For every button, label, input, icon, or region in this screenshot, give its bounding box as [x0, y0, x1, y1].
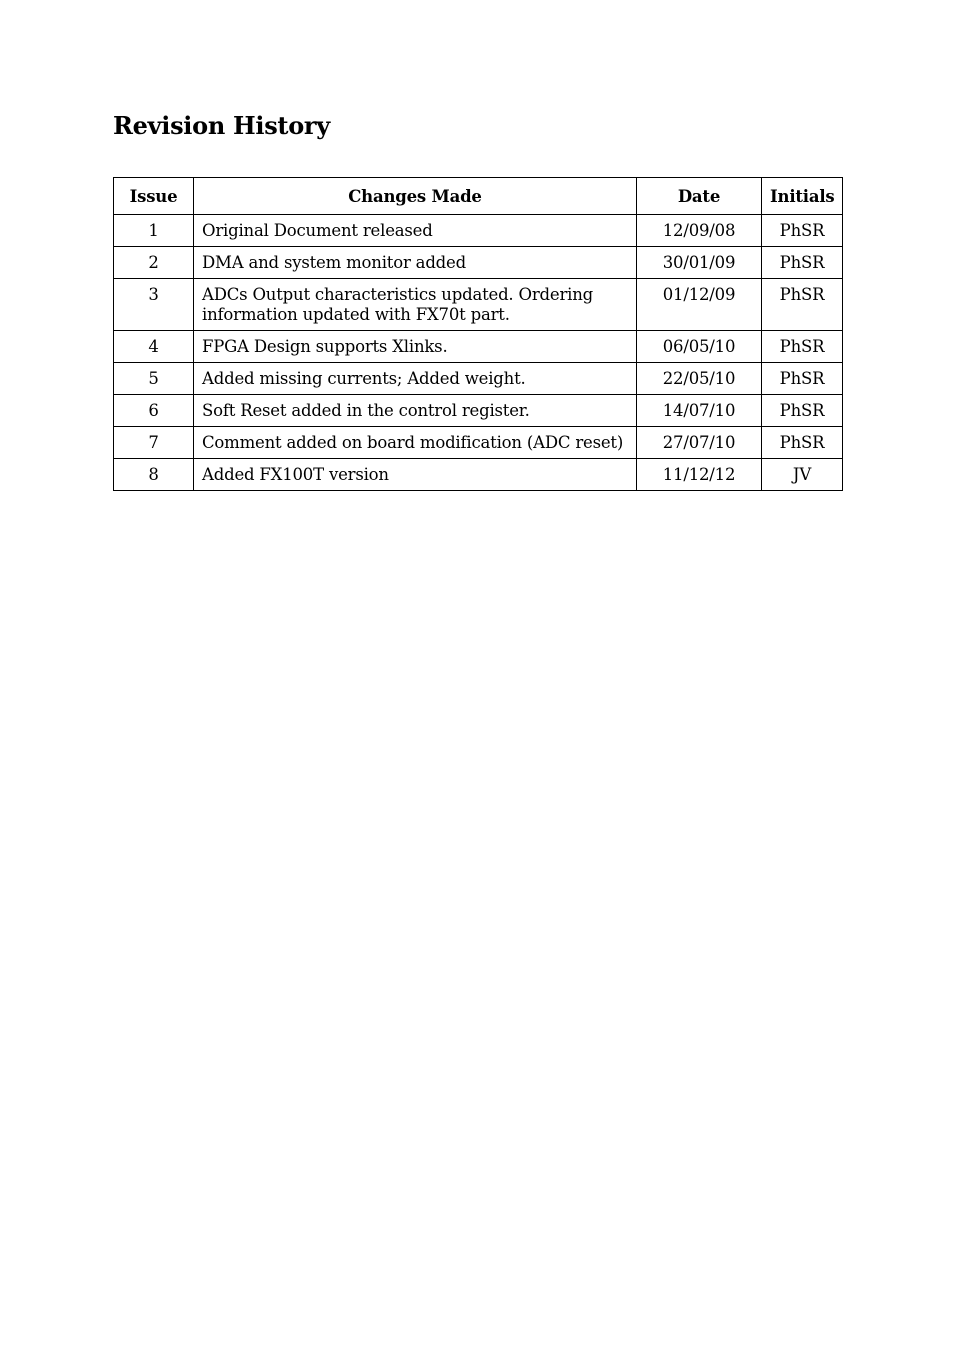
changes-cell: DMA and system monitor added	[194, 247, 637, 279]
date-cell: 27/07/10	[637, 427, 762, 459]
issue-cell: 2	[114, 247, 194, 279]
revision-history-table	[113, 177, 843, 491]
table-row	[114, 247, 843, 279]
initials-cell: PhSR	[762, 427, 843, 459]
table-row	[114, 395, 843, 427]
initials-cell: PhSR	[762, 331, 843, 363]
page-title: Revision History	[113, 111, 330, 140]
table-row	[114, 459, 843, 491]
table-row	[114, 279, 843, 331]
date-cell: 06/05/10	[637, 331, 762, 363]
date-cell: 14/07/10	[637, 395, 762, 427]
column-header-changes: Changes Made	[194, 178, 637, 215]
changes-cell: Added FX100T version	[194, 459, 637, 491]
column-header-initials: Initials	[762, 178, 843, 215]
initials-cell: PhSR	[762, 247, 843, 279]
initials-cell: JV	[762, 459, 843, 491]
changes-cell: ADCs Output characteristics updated. Ordering information updated with FX70t part.	[194, 279, 637, 331]
changes-cell: Original Document released	[194, 215, 637, 247]
initials-cell: PhSR	[762, 215, 843, 247]
initials-cell: PhSR	[762, 279, 843, 331]
issue-cell: 6	[114, 395, 194, 427]
date-cell: 12/09/08	[637, 215, 762, 247]
issue-cell: 7	[114, 427, 194, 459]
initials-cell: PhSR	[762, 395, 843, 427]
date-cell: 22/05/10	[637, 363, 762, 395]
date-cell: 11/12/12	[637, 459, 762, 491]
changes-cell: Soft Reset added in the control register.	[194, 395, 637, 427]
table-row	[114, 363, 843, 395]
issue-cell: 4	[114, 331, 194, 363]
date-cell: 30/01/09	[637, 247, 762, 279]
table-row	[114, 427, 843, 459]
issue-cell: 5	[114, 363, 194, 395]
column-header-date: Date	[637, 178, 762, 215]
initials-cell: PhSR	[762, 363, 843, 395]
changes-cell: Comment added on board modification (ADC reset)	[194, 427, 637, 459]
column-header-issue: Issue	[114, 178, 194, 215]
issue-cell: 3	[114, 279, 194, 331]
changes-cell: Added missing currents; Added weight.	[194, 363, 637, 395]
table-row	[114, 331, 843, 363]
issue-cell: 1	[114, 215, 194, 247]
issue-cell: 8	[114, 459, 194, 491]
changes-cell: FPGA Design supports Xlinks.	[194, 331, 637, 363]
date-cell: 01/12/09	[637, 279, 762, 331]
table-row	[114, 215, 843, 247]
table-header-row	[114, 178, 843, 215]
